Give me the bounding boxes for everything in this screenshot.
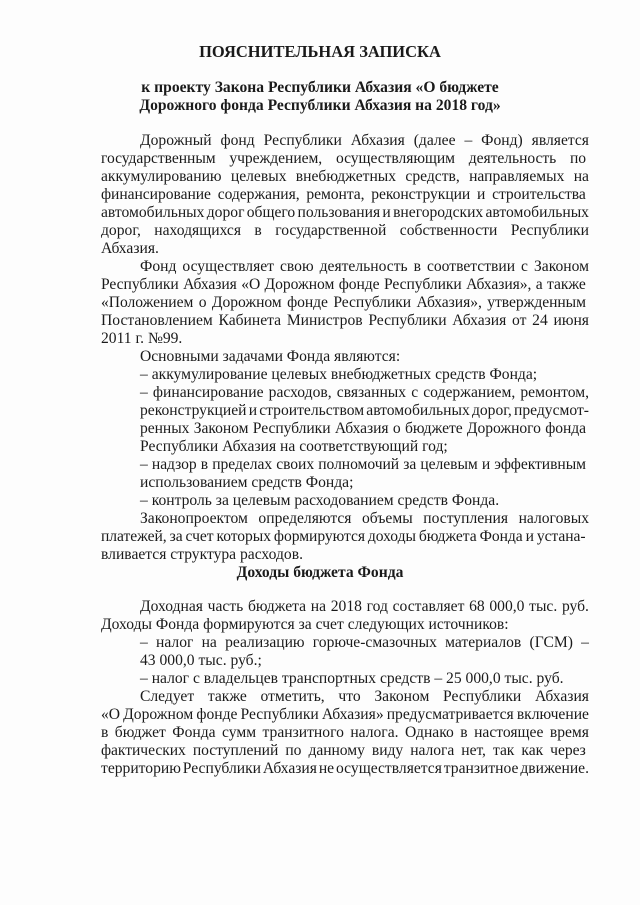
text-line: «Положением о Дорожном фонде Республики Абхазия», утвержденным [101, 294, 586, 311]
document-subtitle-line: к проекту Закона Республики Абхазия «О бюджете [141, 79, 499, 96]
list-item: – контроль за целевым расходованием средств Фонда. [140, 492, 500, 509]
list-item-cont: Республики Абхазия на соответствующий год; [140, 438, 448, 455]
list-item: – аккумулирование целевых внебюджетных средств Фонда; [140, 366, 538, 383]
text-line: в бюджет Фонда сумм транзитного налога. Однако в настоящее время [101, 724, 589, 741]
text-line: Республики Абхазия «О Дорожном фонде Республики Абхазия», а также [101, 276, 586, 293]
text-line: Следует также отметить, что Законом Республики Абхазия [140, 688, 589, 705]
text-line: финансирование содержания, ремонта, реконструкции и строительства [101, 186, 586, 203]
list-item: – налог на реализацию горюче-смазочных материалов (ГСМ) – [140, 634, 589, 651]
text-line: Дорожный фонд Республики Абхазия (далее – Фонд) является [140, 132, 589, 149]
list-item-cont: реконструкцией и строительством автомобильных дорог, предусмот- [140, 402, 589, 419]
text-line: фактических поступлений по данному виду налога нет, так как через [101, 742, 586, 759]
text-line: «О Дорожном фонде Республики Абхазия» предусматривается включение [101, 706, 589, 723]
list-item-cont: использованием средств Фонда; [140, 474, 354, 491]
document-title: ПОЯСНИТЕЛЬНАЯ ЗАПИСКА [199, 42, 441, 61]
text-line: государственным учреждением, осуществляющим деятельность по [101, 150, 587, 167]
text-line: Фонд осуществляет свою деятельность в соответствии с Законом [140, 258, 589, 275]
list-item: – надзор в пределах своих полномочий за целевым и эффективным [140, 456, 586, 473]
text-line: платежей, за счет которых формируются доходы бюджета Фонда и устана- [101, 528, 586, 545]
text-line: аккумулированию целевых внебюджетных средств, направляемых на [101, 168, 589, 185]
text-line: 2011 г. №99. [101, 330, 183, 347]
list-item: – финансирование расходов, связанных с содержанием, ремонтом, [140, 384, 589, 401]
text-line: Доходная часть бюджета на 2018 год составляет 68 000,0 тыс. руб. [140, 598, 589, 615]
list-item: – налог с владельцев транспортных средств – 25 000,0 тыс. руб. [140, 670, 564, 687]
text-line: Доходы Фонда формируются за счет следующих источников: [101, 616, 509, 633]
text-line: Основными задачами Фонда являются: [140, 348, 401, 365]
text-line: территорию Республики Абхазия не осуществляется транзитное движение. [101, 760, 589, 777]
list-item-cont: 43 000,0 тыс. руб.; [140, 652, 262, 669]
text-line: Законопроектом определяются объемы поступления налоговых [140, 510, 589, 527]
text-line: дорог, находящихся в государственной собственности Республики [101, 222, 589, 239]
list-item-cont: ренных Законом Республики Абхазия о бюджете Дорожного фонда [140, 420, 587, 437]
text-line: Абхазия. [101, 240, 159, 257]
text-line: вливается структура расходов. [101, 546, 303, 563]
section-heading: Доходы бюджета Фонда [236, 564, 404, 581]
text-line: Постановлением Кабинета Министров Республики Абхазия от 24 июня [101, 312, 589, 329]
text-line: автомобильных дорог общего пользования и внегородских автомобильных [101, 204, 589, 221]
document-subtitle-line: Дорожного фонда Республики Абхазия на 2018 год» [139, 97, 501, 114]
